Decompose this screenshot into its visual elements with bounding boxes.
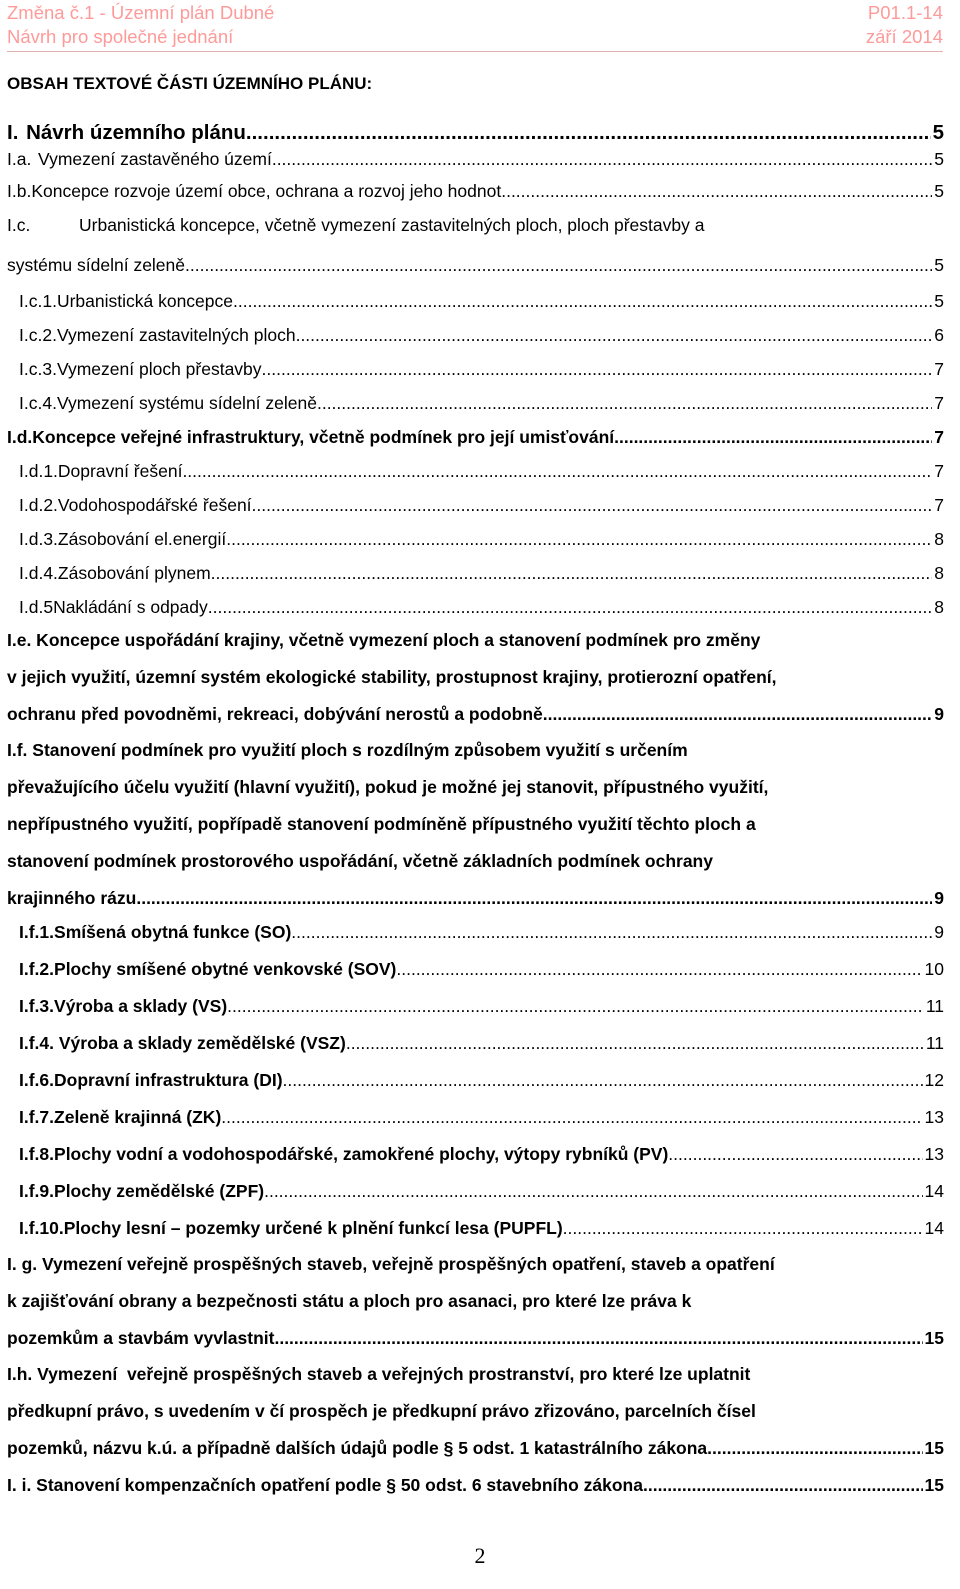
toc-entry-line: předkupní právo, s uvedením v čí prospěch je předkupní právo zřizováno, parcelních čísel — [7, 1401, 756, 1421]
toc-page-number: 8 — [934, 563, 944, 583]
toc-entry-number: I.c. — [7, 215, 31, 235]
toc-entry-text: Dopravní řešení — [57, 461, 183, 481]
toc-leader — [226, 526, 932, 552]
toc-entry-last-line — [7, 1467, 944, 1504]
toc-entry-number: I.f.4. — [19, 1033, 55, 1053]
toc-entry-Ih[interactable] — [7, 1356, 944, 1467]
toc-entry-line: I.e. Koncepce uspořádání krajiny, včetně vymezení ploch a stanovení podmínek pro změny — [7, 630, 761, 650]
toc-entry-Id4[interactable] — [19, 560, 944, 586]
toc-entry-text: Výroba a sklady zemědělské (VSZ) — [54, 1033, 346, 1053]
toc-entry-number: I.c.1. — [19, 291, 57, 311]
toc-entry-If1[interactable] — [19, 914, 944, 951]
toc-entry-number: I.f.7. — [19, 1107, 55, 1127]
toc-entry-text: systému sídelní zeleně — [7, 255, 186, 275]
toc-leader — [274, 1320, 922, 1357]
toc-entry-If[interactable] — [7, 732, 944, 917]
toc-entry-Id2[interactable] — [19, 492, 944, 518]
toc-entry-Id3[interactable] — [19, 526, 944, 552]
toc-entry-last-line — [7, 1430, 944, 1467]
toc-entry-line: nepřípustného využití, popřípadě stanovení podmíněně přípustného využití těchto ploch a — [7, 814, 756, 834]
toc-entry-text: Koncepce rozvoje území obce, ochrana a rozvoj jeho hodnot — [31, 181, 502, 201]
toc-entry-number: I.c.2. — [19, 325, 57, 345]
toc-entry-text: Plochy zemědělské (ZPF) — [54, 1181, 265, 1201]
toc-entry-line: pozemkům a stavbám vyvlastnit — [7, 1328, 275, 1348]
toc-page-number: 13 — [924, 1107, 944, 1127]
toc-entry-text: Zeleně krajinná (ZK) — [54, 1107, 222, 1127]
toc-entry-Ii[interactable] — [7, 1467, 944, 1504]
toc-entry-text: Urbanistická koncepce — [56, 291, 233, 311]
toc-page-number: 9 — [934, 888, 944, 908]
header-title: Změna č.1 - Územní plán Dubné — [7, 2, 275, 23]
toc-entry-number: I.f.6. — [19, 1070, 55, 1090]
toc-entry-text: Vymezení zastavěného území — [38, 149, 272, 169]
toc-leader — [643, 1467, 923, 1504]
header-divider — [7, 51, 943, 52]
toc-entry-last-line — [7, 880, 944, 917]
toc-leader — [182, 458, 932, 484]
toc-entry-Ig[interactable] — [7, 1246, 944, 1357]
toc-entry-If7[interactable] — [19, 1099, 944, 1136]
toc-entry-text: Smíšená obytná funkce (SO) — [54, 922, 292, 942]
header-doc-code: P01.1-14 — [867, 2, 943, 23]
toc-page-number: 5 — [934, 291, 944, 311]
toc-entry-If9[interactable] — [19, 1173, 944, 1210]
toc-entry-line: I. i. Stanovení kompenzačních opatření podle § 50 odst. 6 stavebního zákona — [7, 1475, 643, 1495]
toc-entry-Ie[interactable] — [7, 622, 944, 733]
toc-page-number: 13 — [924, 1144, 944, 1164]
toc-entry-text: Koncepce veřejné infrastruktury, včetně podmínek pro její umisťování — [32, 427, 615, 447]
toc-entry-text: Zásobování el.energií — [57, 529, 227, 549]
toc-leader — [296, 322, 933, 348]
toc-entry-I[interactable] — [7, 120, 944, 146]
toc-entry-If6[interactable] — [19, 1062, 944, 1099]
toc-page-number: 8 — [934, 529, 944, 549]
toc-entry-Id[interactable] — [7, 424, 944, 450]
toc-entry-line: stanovení podmínek prostorového uspořádání, včetně základních podmínek ochrany — [7, 851, 713, 871]
page-number: 2 — [474, 1543, 486, 1568]
toc-entry-Ic[interactable] — [7, 212, 944, 238]
toc-leader — [136, 880, 932, 917]
toc-leader — [707, 1430, 922, 1467]
toc-entry-number: I.f.2. — [19, 959, 55, 979]
toc-page-number: 9 — [934, 704, 944, 724]
toc-page-number: 14 — [924, 1181, 944, 1201]
toc-entry-text: Plochy smíšené obytné venkovské (SOV) — [54, 959, 397, 979]
toc-entry-line: I.f. Stanovení podmínek pro využití ploch s rozdílným způsobem využití s určením — [7, 740, 688, 760]
toc-entry-Ib[interactable] — [7, 178, 944, 204]
toc-leader — [346, 1025, 924, 1062]
header-date: září 2014 — [865, 26, 943, 47]
toc-entry-number: I.d.4. — [19, 563, 58, 583]
toc-page-number: 7 — [934, 427, 944, 447]
toc-entry-text: Výroba a sklady (VS) — [54, 996, 228, 1016]
toc-entry-Ic3[interactable] — [19, 356, 944, 382]
toc-page-number: 15 — [924, 1475, 944, 1495]
running-header-line-1 — [7, 2, 943, 24]
toc-page-number: 15 — [924, 1438, 944, 1458]
toc-entry-number: I.f.9. — [19, 1181, 55, 1201]
toc-entry-text: Nakládání s odpady — [53, 597, 208, 617]
toc-entry-line: převažujícího účelu využití (hlavní využití), pokud je možné jej stanovit, přípustného využití, — [7, 777, 769, 797]
toc-entry-number: I.d.2. — [19, 495, 58, 515]
toc-page-number: 8 — [934, 597, 944, 617]
toc-entry-Id5[interactable] — [19, 594, 944, 620]
toc-entry-number: I.d.5 — [19, 597, 54, 617]
toc-page-number: 15 — [924, 1328, 944, 1348]
toc-leader — [317, 390, 932, 416]
toc-leader — [283, 1062, 923, 1099]
toc-entry-text: Plochy vodní a vodohospodářské, zamokřené plochy, výtopy rybníků (PV) — [54, 1144, 669, 1164]
toc-page-number: 10 — [924, 959, 944, 979]
toc-page-number: 7 — [934, 495, 944, 515]
header-subtitle: Návrh pro společné jednání — [7, 26, 234, 47]
toc-entry-line: krajinného rázu — [7, 888, 137, 908]
toc-entry-number: I.d.1. — [19, 461, 58, 481]
toc-entry-Ia[interactable] — [7, 146, 944, 172]
toc-page-number: 12 — [924, 1070, 944, 1090]
toc-entry-text: Zásobování plynem — [57, 563, 211, 583]
toc-entry-line: k zajišťování obrany a bezpečnosti státu a ploch pro asanaci, pro které lze práva k — [7, 1291, 692, 1311]
toc-entry-If10[interactable] — [19, 1210, 944, 1247]
toc-entry-number: I.d.3. — [19, 529, 58, 549]
toc-leader — [208, 594, 933, 620]
toc-page-number: 7 — [934, 359, 944, 379]
toc-entry-number: I.f.8. — [19, 1144, 55, 1164]
toc-page-number: 5 — [934, 149, 944, 169]
toc-entry-line: I.h. Vymezení veřejně prospěšných staveb a veřejných prostranství, pro které lze uplatnit — [7, 1364, 751, 1384]
toc-entry-line: v jejich využití, územní systém ekologické stability, prostupnost krajiny, protierozní opatření, — [7, 667, 777, 687]
toc-entry-If8[interactable] — [19, 1136, 944, 1173]
toc-entry-last-line — [7, 1320, 944, 1357]
toc-page-number: 5 — [934, 255, 944, 275]
toc-leader — [211, 560, 933, 586]
toc-entry-line: pozemků, názvu k.ú. a případně dalších údajů podle § 5 odst. 1 katastrálního zákona — [7, 1438, 708, 1458]
toc-leader — [614, 424, 932, 450]
toc-leader — [501, 178, 932, 204]
toc-entry-text: Vodohospodářské řešení — [57, 495, 252, 515]
toc-leader — [396, 951, 922, 988]
toc-entry-number: I.f.10. — [19, 1218, 64, 1238]
toc-entry-Ic4[interactable] — [19, 390, 944, 416]
toc-entry-number: I.f.3. — [19, 996, 55, 1016]
toc-entry-text: Dopravní infrastruktura (DI) — [54, 1070, 283, 1090]
toc-entry-Ic2[interactable] — [19, 322, 944, 348]
toc-entry-number: I.a. — [7, 149, 32, 169]
toc-entry-number: I.b. — [7, 181, 32, 201]
toc-entry-number: I.c.4. — [19, 393, 57, 413]
toc-entry-text: Vymezení zastavitelných ploch — [56, 325, 296, 345]
toc-page-number: 5 — [932, 121, 944, 144]
toc-entry-Id1[interactable] — [19, 458, 944, 484]
toc-entry-If4[interactable] — [19, 1025, 944, 1062]
toc-entry-last-line — [7, 696, 944, 733]
toc-leader — [543, 696, 932, 733]
toc-entry-text: Plochy lesní – pozemky určené k plnění funkcí lesa (PUPFL) — [63, 1218, 563, 1238]
toc-leader — [262, 356, 933, 382]
toc-entry-If3[interactable] — [19, 988, 944, 1025]
toc-leader — [291, 914, 932, 951]
toc-entry-Ic-continued[interactable] — [7, 252, 944, 278]
toc-leader — [252, 492, 933, 518]
toc-entry-number: I. — [7, 121, 19, 144]
toc-heading: OBSAH TEXTOVÉ ČÁSTI ÚZEMNÍHO PLÁNU: — [7, 74, 373, 93]
toc-entry-text: Urbanistická koncepce, včetně vymezení zastavitelných ploch, ploch přestavby a — [79, 215, 705, 235]
toc-entry-number: I.d. — [7, 427, 33, 447]
toc-entry-number: I.c.3. — [19, 359, 57, 379]
toc-leader — [227, 988, 924, 1025]
toc-entry-text: Vymezení systému sídelní zeleně — [56, 393, 317, 413]
toc-page-number: 14 — [924, 1218, 944, 1238]
toc-page-number: 9 — [934, 922, 944, 942]
toc-page-number: 7 — [934, 461, 944, 481]
toc-entry-number: I.f.1. — [19, 922, 55, 942]
toc-page-number: 6 — [934, 325, 944, 345]
toc-leader — [563, 1210, 923, 1247]
toc-entry-Ic1[interactable] — [19, 288, 944, 314]
toc-entry-text: Návrh územního plánu — [26, 121, 246, 144]
toc-leader — [233, 288, 932, 314]
toc-leader — [246, 120, 931, 146]
toc-leader — [668, 1136, 922, 1173]
toc-entry-If2[interactable] — [19, 951, 944, 988]
toc-f-subentries — [19, 914, 944, 1247]
toc-leader — [264, 1173, 922, 1210]
toc-page-number: 11 — [925, 996, 944, 1016]
toc-entry-line: ochranu před povodněmi, rekreaci, dobývání nerostů a podobně — [7, 704, 543, 724]
toc-page-number: 5 — [934, 181, 944, 201]
toc-page-number: 11 — [925, 1033, 944, 1053]
toc-page-number: 7 — [934, 393, 944, 413]
running-header-line-2 — [7, 26, 943, 48]
toc-entry-line: I. g. Vymezení veřejně prospěšných staveb, veřejně prospěšných opatření, staveb a opatření — [7, 1254, 775, 1274]
toc-leader — [221, 1099, 922, 1136]
toc-leader — [185, 252, 932, 278]
toc-leader — [272, 146, 932, 172]
toc-entry-text: Vymezení ploch přestavby — [56, 359, 262, 379]
